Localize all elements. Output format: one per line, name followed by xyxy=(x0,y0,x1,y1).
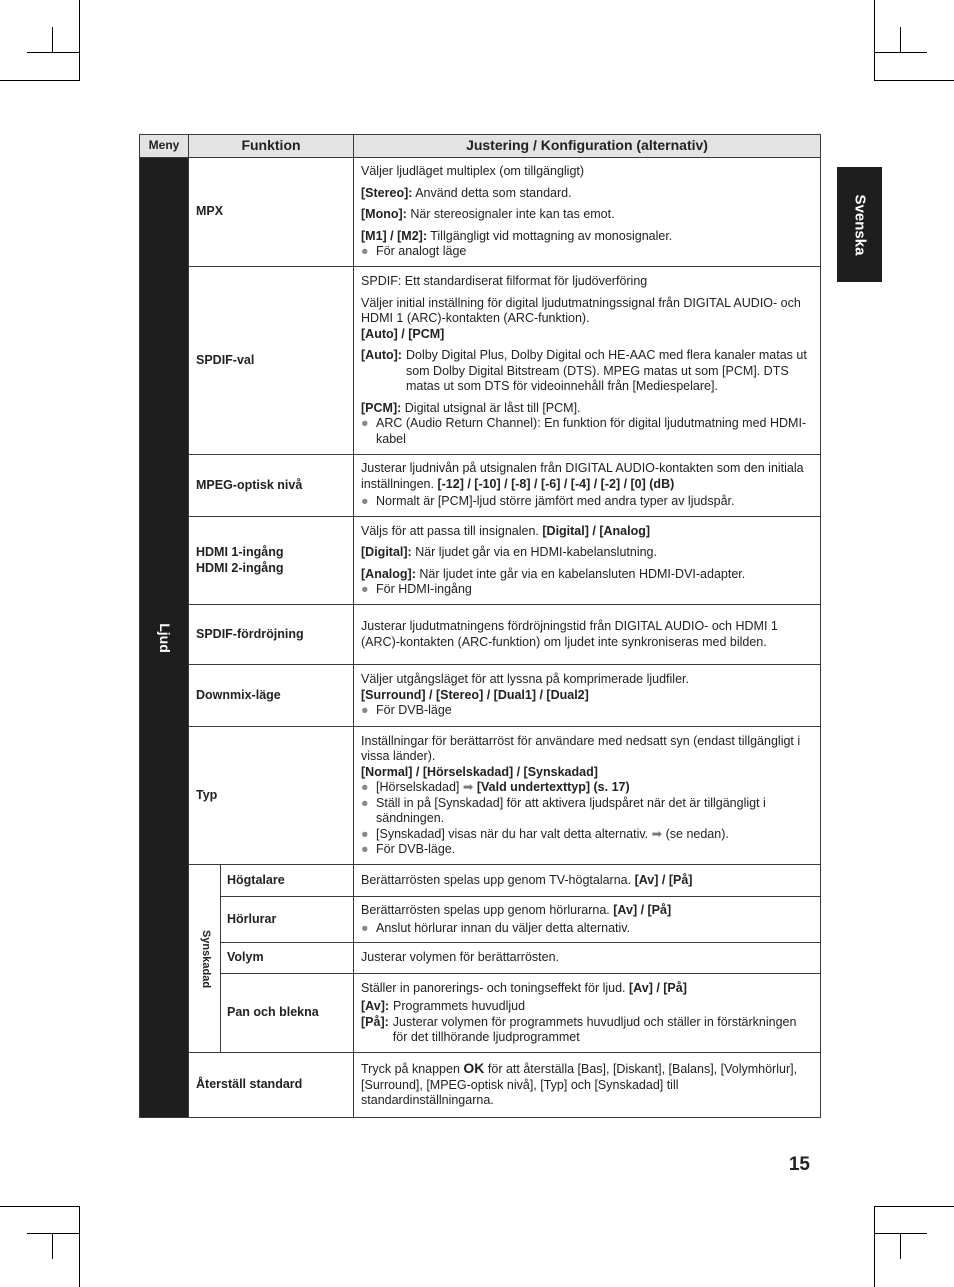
function-cell: Hörlurar xyxy=(221,897,354,943)
content-cell xyxy=(354,897,821,943)
bullet-item: ● Anslut hörlurar innan du väljer detta alternativ. xyxy=(361,920,631,935)
function-cell: SPDIF-fördröjning xyxy=(189,605,354,665)
sub-group-label: Synskadad xyxy=(199,929,212,988)
table-row xyxy=(140,1053,821,1118)
option-item: [På]: Justerar volymen för programmets huvudljud och ställer in förstärkningen för det tillhörande ljudprogrammet xyxy=(361,1014,797,1044)
function-cell: Högtalare xyxy=(221,865,354,897)
crop-mark xyxy=(900,27,901,53)
text: Väljer utgångsläget för att lyssna på komprimerade ljudfiler. xyxy=(361,672,689,687)
text: Tryck på knappen OK för att återställa [Bas], [Diskant], [Balans], [Volymhörlur], [Surround], [MPEG-optisk nivå], [Typ] och [Synskadad] till standardinställningarna. xyxy=(361,1060,798,1108)
text: Ställer in panorerings- och toningseffekt för ljud. [Av] / [På] xyxy=(361,980,687,995)
text: [Surround] / [Stereo] / [Dual1] / [Dual2] xyxy=(361,687,589,702)
crop-mark xyxy=(79,0,80,80)
arrow-right-icon: ➡ xyxy=(651,826,663,841)
crop-mark xyxy=(900,1233,901,1259)
table-row xyxy=(140,605,821,665)
crop-mark xyxy=(79,1207,80,1287)
text: [Mono]: När stereosignaler inte kan tas emot. xyxy=(361,207,615,222)
crop-mark xyxy=(0,1206,80,1207)
function-cell: Volym xyxy=(221,943,354,974)
header-menu: Meny xyxy=(140,135,189,158)
header-function: Funktion xyxy=(189,135,354,158)
settings-table xyxy=(139,134,821,1118)
crop-mark xyxy=(874,1207,875,1287)
text: [M1] / [M2]: Tillgängligt vid mottagning av monosignaler. xyxy=(361,228,673,243)
arrow-right-icon: ➡ xyxy=(462,780,474,794)
table-row xyxy=(140,943,821,974)
bullet-item: ● Ställ in på [Synskadad] för att aktivera ljudspåret när det är tillgängligt i sändningen. xyxy=(361,795,766,825)
text: Justerar volymen för berättarrösten. xyxy=(361,950,560,965)
bullet-item: ● För DVB-läge xyxy=(361,703,452,718)
function-cell: MPX xyxy=(189,158,354,267)
table-row xyxy=(140,665,821,727)
ok-key-label: OK xyxy=(463,1060,485,1077)
function-cell: Typ xyxy=(189,727,354,865)
crop-mark xyxy=(874,80,954,81)
text: [Digital]: När ljudet går via en HDMI-kabelanslutning. xyxy=(361,545,657,559)
content-cell xyxy=(354,605,821,665)
content-cell xyxy=(354,865,821,897)
header-adjust: Justering / Konfiguration (alternativ) xyxy=(354,135,821,158)
content-cell xyxy=(354,943,821,974)
text: Berättarrösten spelas upp genom TV-högtalarna. [Av] / [På] xyxy=(361,872,693,887)
crop-mark xyxy=(27,52,80,53)
content-cell xyxy=(354,1053,821,1118)
sub-group-cell xyxy=(189,865,221,1053)
table-row xyxy=(140,974,821,1053)
bullet-item: ● För DVB-läge. xyxy=(361,842,456,856)
function-cell: HDMI 1-ingång HDMI 2-ingång xyxy=(189,517,354,605)
bullet-item: ● För HDMI-ingång xyxy=(361,582,472,596)
text: Inställningar för berättarröst för användare med nedsatt syn (endast tillgängligt i vissa länder). xyxy=(361,733,801,763)
text: Justerar ljudnivån på utsignalen från DIGITAL AUDIO-kontakten som den initiala inställningen. [-12] / [-10] / [-8] / [-6] / [-4] / [-2] / [0] (dB) xyxy=(361,461,804,491)
text: [Stereo]: Använd detta som standard. xyxy=(361,185,572,200)
text: [Normal] / [Hörselskadad] / [Synskadad] xyxy=(361,764,598,779)
option-item: [Av]: Programmets huvudljud xyxy=(361,999,526,1013)
table-row xyxy=(140,455,821,517)
table-row xyxy=(140,897,821,943)
function-cell: Pan och blekna xyxy=(221,974,354,1053)
bullet-item: ● Normalt är [PCM]-ljud större jämfört med andra typer av ljudspår. xyxy=(361,494,735,509)
content-cell xyxy=(354,267,821,455)
text: Väljs för att passa till insignalen. [Digital] / [Analog] xyxy=(361,523,650,538)
content-cell xyxy=(354,974,821,1053)
content-cell xyxy=(354,517,821,605)
content-cell xyxy=(354,455,821,517)
bullet-item: ● [Hörselskadad] ➡ [Vald undertexttyp] (s. 17) xyxy=(361,780,630,794)
menu-cell xyxy=(140,158,189,1118)
text: SPDIF: Ett standardiserat filformat för ljudöverföring xyxy=(361,274,648,288)
text: Justerar ljudutmatningens fördröjningstid från DIGITAL AUDIO- och HDMI 1 (ARC)-kontakten (ARC-funktion) om ljudet inte synkroniseras med bilden. xyxy=(361,619,778,649)
language-tab-label: Svenska xyxy=(851,194,868,255)
function-cell: Downmix-läge xyxy=(189,665,354,727)
content-cell xyxy=(354,727,821,865)
crop-mark xyxy=(52,1233,53,1259)
text: Väljer ljudläget multiplex (om tillgängligt) xyxy=(361,164,585,179)
function-cell: MPEG-optisk nivå xyxy=(189,455,354,517)
table-row xyxy=(140,727,821,865)
menu-label: Ljud xyxy=(156,622,173,653)
bullet-item: ● [Synskadad] visas när du har valt detta alternativ. ➡ (se nedan). xyxy=(361,826,729,841)
table-row xyxy=(140,158,821,267)
page-number: 15 xyxy=(788,1154,810,1175)
crop-mark xyxy=(874,1206,954,1207)
table-header-row xyxy=(140,135,821,158)
bullet-item: ● ARC (Audio Return Channel): En funktion för digital ljudutmatning med HDMI-kabel xyxy=(361,416,807,446)
crop-mark xyxy=(0,80,80,81)
crop-mark xyxy=(52,27,53,53)
content-cell xyxy=(354,158,821,267)
bullet-item: ● För analogt läge xyxy=(361,244,467,259)
option-item: [Auto]: Dolby Digital Plus, Dolby Digital och HE-AAC med flera kanaler matas ut som Dolby Digital Bitstream (DTS). MPEG matas ut som [PCM]. DTS matas ut som DTS för videoinnehåll från [Mediespelare]. xyxy=(361,348,807,393)
language-tab xyxy=(837,167,882,282)
table-row xyxy=(140,865,821,897)
table-row xyxy=(140,267,821,455)
content-cell xyxy=(354,665,821,727)
function-cell: SPDIF-val xyxy=(189,267,354,455)
table-row xyxy=(140,517,821,605)
text: [PCM]: Digital utsignal är låst till [PCM]. xyxy=(361,400,581,415)
function-cell: Återställ standard xyxy=(189,1053,354,1118)
text: Väljer initial inställning för digital ljudutmatningssignal från DIGITAL AUDIO- och HDMI 1 (ARC)-kontakten (ARC-funktion). xyxy=(361,295,801,325)
crop-mark xyxy=(874,0,875,80)
text: Berättarrösten spelas upp genom hörlurarna. [Av] / [På] xyxy=(361,903,672,917)
crop-mark xyxy=(27,1233,80,1234)
text: [Auto] / [PCM] xyxy=(361,326,445,341)
text: [Analog]: När ljudet inte går via en kabelansluten HDMI-DVI-adapter. xyxy=(361,566,746,581)
